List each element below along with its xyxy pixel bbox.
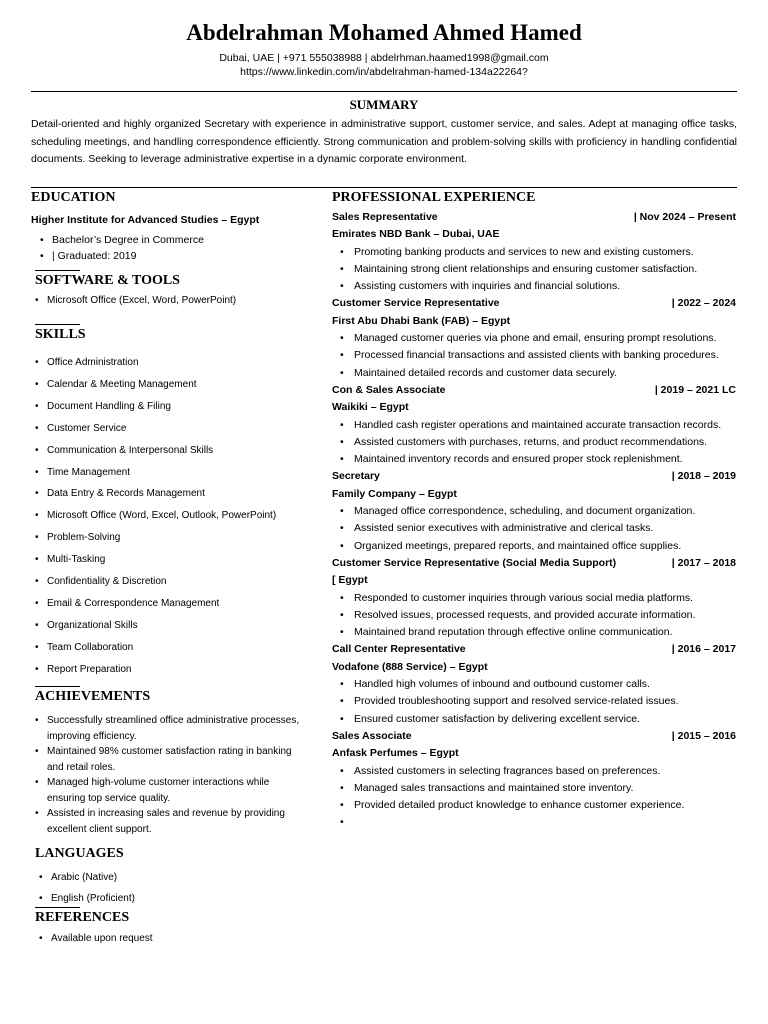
- job-bullet: • Provided troubleshooting support and resolved service-related issues.: [332, 693, 736, 710]
- language-item: • English (Proficient): [37, 888, 135, 909]
- software-item: • Microsoft Office (Excel, Word, PowerPoint): [33, 295, 236, 306]
- job-entry: [332, 295, 736, 381]
- job-entry: [332, 641, 736, 727]
- job-company: Emirates NBD Bank – Dubai, UAE: [332, 228, 500, 241]
- skill-item: • Calendar & Meeting Management: [33, 374, 276, 396]
- experience-heading: PROFESSIONAL EXPERIENCE: [332, 190, 536, 205]
- job-bullet: • Provided detailed product knowledge to enhance customer experience.: [332, 797, 736, 814]
- job-bullet: • Resolved issues, processed requests, and provided accurate information.: [332, 607, 736, 624]
- job-entry: [332, 728, 736, 832]
- job-date: | 2018 – 2019: [671, 470, 736, 483]
- achievements-heading: ACHIEVEMENTS: [35, 689, 151, 704]
- job-bullets: [332, 503, 736, 555]
- job-company: Vodafone (888 Service) – Egypt: [332, 660, 488, 673]
- candidate-name: Abdelrahman Mohamed Ahmed Hamed: [186, 20, 582, 45]
- job-title: Call Center Representative: [332, 643, 466, 656]
- job-title: Customer Service Representative: [332, 297, 500, 310]
- job-bullet: • Maintained detailed records and customer data securely.: [332, 365, 736, 382]
- job-company: Waikiki – Egypt: [332, 401, 409, 414]
- job-bullet: • Assisting customers with inquiries and financial solutions.: [332, 278, 736, 295]
- achievements-section: [33, 713, 303, 837]
- job-bullet: • Handled high volumes of inbound and outbound customer calls.: [332, 676, 736, 693]
- skill-item: • Email & Correspondence Management: [33, 593, 276, 615]
- job-date: | 2022 – 2024: [671, 297, 736, 310]
- skills-heading: SKILLS: [35, 327, 86, 342]
- languages-heading: LANGUAGES: [35, 846, 124, 861]
- references-list: [37, 933, 153, 944]
- skill-item: • Organizational Skills: [33, 615, 276, 637]
- skill-item: • Customer Service: [33, 418, 276, 440]
- achievement-item: • Maintained 98% customer satisfaction rating in banking and retail roles.: [33, 744, 303, 775]
- job-bullet: • Responded to customer inquiries through various social media platforms.: [332, 590, 736, 607]
- summary-divider: [31, 187, 737, 188]
- job-bullet: • Managed office correspondence, scheduling, and document organization.: [332, 503, 736, 520]
- job-bullet: • Managed customer queries via phone and email, ensuring prompt resolutions.: [332, 330, 736, 347]
- job-date: | 2017 – 2018: [671, 556, 736, 569]
- job-title: Sales Associate: [332, 729, 412, 742]
- job-bullets: [332, 676, 736, 728]
- job-bullets: [332, 763, 736, 832]
- skill-item: • Problem-Solving: [33, 527, 276, 549]
- education-list: [38, 232, 204, 264]
- skill-item: • Document Handling & Filing: [33, 396, 276, 418]
- language-item: • Arabic (Native): [37, 867, 135, 888]
- software-heading: SOFTWARE & TOOLS: [35, 273, 180, 288]
- linkedin-url: https://www.linkedin.com/in/abdelrahman-hamed-134a22264?: [240, 66, 528, 78]
- job-entry: [332, 555, 736, 641]
- skill-item: • Time Management: [33, 462, 276, 484]
- skill-item: • Microsoft Office (Word, Excel, Outlook, PowerPoint): [33, 505, 276, 527]
- skill-item: • Communication & Interpersonal Skills: [33, 440, 276, 462]
- job-company: [ Egypt: [332, 574, 368, 587]
- job-bullets: [332, 590, 736, 642]
- references-section: [37, 933, 153, 944]
- job-company: First Abu Dhabi Bank (FAB) – Egypt: [332, 314, 511, 327]
- job-bullet: • Assisted customers with purchases, returns, and product recommendations.: [332, 434, 736, 451]
- job-bullets: [332, 417, 736, 469]
- job-bullet: • Organized meetings, prepared reports, and maintained office supplies.: [332, 538, 736, 555]
- job-bullets: [332, 244, 736, 296]
- job-entry: [332, 209, 736, 295]
- education-heading: EDUCATION: [31, 190, 116, 205]
- job-title: Sales Representative: [332, 211, 438, 223]
- job-bullets: [332, 330, 736, 382]
- job-bullet: • Handled cash register operations and maintained accurate transaction records.: [332, 417, 736, 434]
- skill-item: • Multi-Tasking: [33, 549, 276, 571]
- job-date: | 2019 – 2021 LC: [654, 383, 736, 396]
- job-bullet: • Ensured customer satisfaction by delivering excellent service.: [332, 711, 736, 728]
- skill-item: • Team Collaboration: [33, 637, 276, 659]
- experience-section: [332, 209, 736, 832]
- job-bullet: • Maintaining strong client relationships and ensuring customer satisfaction.: [332, 261, 736, 278]
- job-bullet: • Assisted senior executives with administrative and clerical tasks.: [332, 520, 736, 537]
- education-institution: Higher Institute for Advanced Studies – Egypt: [31, 214, 260, 226]
- education-item: • Bachelor’s Degree in Commerce: [38, 232, 204, 248]
- skill-item: • Report Preparation: [33, 659, 276, 681]
- job-date: | 2015 – 2016: [671, 729, 736, 742]
- job-company: Anfask Perfumes – Egypt: [332, 747, 459, 760]
- languages-section: [37, 867, 135, 909]
- job-title: Con & Sales Associate: [332, 383, 446, 396]
- job-date: | 2016 – 2017: [671, 643, 736, 656]
- skills-list: [33, 352, 276, 681]
- job-bullet: [332, 814, 736, 831]
- job-bullet: • Assisted customers in selecting fragrances based on preferences.: [332, 763, 736, 780]
- reference-item: • Available upon request: [37, 933, 153, 944]
- job-title: Secretary: [332, 470, 380, 483]
- job-entry: [332, 468, 736, 554]
- skill-item: • Confidentiality & Discretion: [33, 571, 276, 593]
- contact-line: Dubai, UAE | +971 555038988 | abdelrhman.haamed1998@gmail.com: [219, 52, 549, 64]
- job-bullet: • Promoting banking products and services to new and existing customers.: [332, 244, 736, 261]
- job-bullet: • Maintained inventory records and ensured proper stock replenishment.: [332, 451, 736, 468]
- achievement-item: • Successfully streamlined office administrative processes, improving efficiency.: [33, 713, 303, 744]
- skill-item: • Office Administration: [33, 352, 276, 374]
- header-divider: [31, 91, 737, 92]
- job-bullet: • Processed financial transactions and assisted clients with banking procedures.: [332, 347, 736, 364]
- references-heading: REFERENCES: [35, 910, 130, 925]
- achievement-item: • Assisted in increasing sales and revenue by providing excellent client support.: [33, 806, 303, 837]
- job-date: | Nov 2024 – Present: [633, 211, 736, 223]
- skills-section: [33, 352, 276, 681]
- software-list: [33, 295, 236, 306]
- software-section: [33, 295, 236, 306]
- achievements-list: [33, 713, 303, 837]
- job-title: Customer Service Representative (Social Media Support): [332, 556, 617, 569]
- summary-text: Detail-oriented and highly organized Secretary with experience in administrative support, customer service, and sales. Adept at managing office tasks, scheduling meetings, and handling correspondence efficiently. Strong communication and problem-solving skills with proficiency in handling confidential documents. Seeking to leverage administrative expertise in a dynamic corporate environment.: [31, 118, 737, 165]
- job-entry: [332, 382, 736, 468]
- education-item: • | Graduated: 2019: [38, 248, 204, 264]
- summary-heading: SUMMARY: [349, 97, 419, 112]
- skill-item: • Data Entry & Records Management: [33, 483, 276, 505]
- languages-list: [37, 867, 135, 909]
- achievement-item: • Managed high-volume customer interactions while ensuring top service quality.: [33, 775, 303, 806]
- job-bullet: • Maintained brand reputation through effective online communication.: [332, 624, 736, 641]
- job-company: Family Company – Egypt: [332, 487, 457, 500]
- job-bullet: • Managed sales transactions and maintained store inventory.: [332, 780, 736, 797]
